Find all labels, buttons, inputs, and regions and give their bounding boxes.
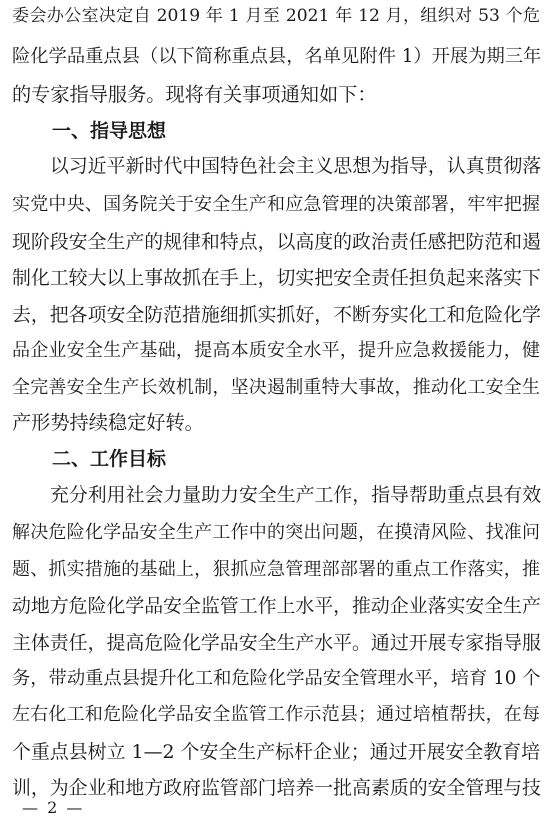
intro-line-1: 委会办公室决定自 2019 年 1 月至 2021 年 12 月，组织对 53 个危 bbox=[12, 6, 540, 26]
paragraph-line: 务，带动重点县提升化工和危险化学品安全管理水平，培育 10 个 bbox=[12, 668, 541, 689]
paragraph-line: 左右化工和危险化学品安全监管工作示范县；通过培植帮扶，在每 bbox=[12, 704, 540, 725]
paragraph-line: 全完善安全生产长效机制，坚决遏制重特大事故，推动化工安全生 bbox=[12, 377, 540, 398]
paragraph-line: 解决危险化学品安全生产工作中的突出问题，在摸清风险、找准问 bbox=[12, 522, 540, 543]
paragraph-line: 制化工较大以上事故抓在手上，切实把安全责任担负起来落实下 bbox=[12, 267, 541, 289]
paragraph-line: 去，把各项安全防范措施细抓实抓好，不断夯实化工和危险化学 bbox=[12, 304, 541, 326]
page-number: — 2 — bbox=[22, 798, 85, 817]
paragraph-line: 现阶段安全生产的规律和特点，以高度的政治责任感把防范和遏 bbox=[12, 231, 541, 253]
paragraph-line: 动地方危险化学品安全监管工作上水平，推动企业落实安全生产 bbox=[12, 595, 541, 617]
intro-line-2: 险化学品重点县（以下简称重点县，名单见附件 1）开展为期三年 bbox=[12, 46, 542, 67]
paragraph-line: 以习近平新时代中国特色社会主义思想为指导，认真贯彻落 bbox=[50, 155, 542, 177]
paragraph-line: 训，为企业和地方政府监管部门培养一批高素质的安全管理与技 bbox=[12, 777, 541, 799]
paragraph-line: 实党中央、国务院关于安全生产和应急管理的决策部署，牢牢把握 bbox=[12, 194, 540, 215]
paragraph-line: 品企业安全生产基础，提高本质安全水平，提升应急救援能力，健 bbox=[12, 340, 540, 361]
paragraph-line: 充分利用社会力量助力安全生产工作，指导帮助重点县有效 bbox=[50, 484, 542, 506]
paragraph-line: 题、抓实措施的基础上，狠抓应急管理部部署的重点工作落实，推 bbox=[12, 559, 540, 580]
section-heading-work-goals: 二、工作目标 bbox=[52, 448, 167, 470]
paragraph-line: 产形势持续稳定好转。 bbox=[12, 411, 204, 434]
intro-line-3: 的专家指导服务。现将有关事项通知如下： bbox=[12, 83, 377, 106]
paragraph-line: 个重点县树立 1—2 个安全生产标杆企业；通过开展安全教育培 bbox=[12, 741, 540, 763]
section-heading-guiding-ideology: 一、指导思想 bbox=[52, 120, 167, 142]
paragraph-line: 主体责任，提高危险化学品安全生产水平。通过开展专家指导服 bbox=[12, 632, 541, 654]
